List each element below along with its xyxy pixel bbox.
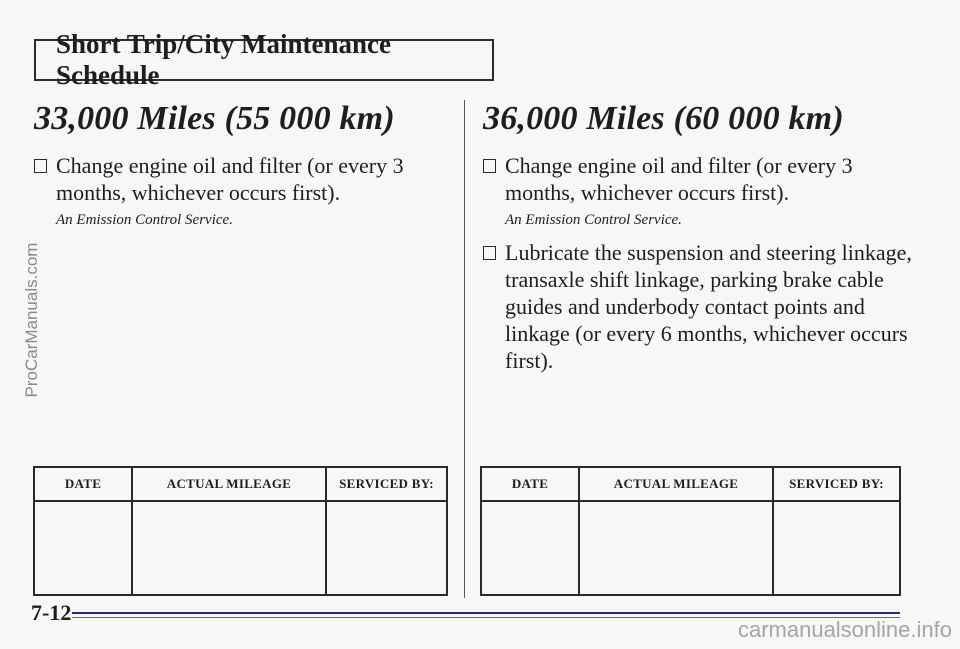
actual-mileage-header: ACTUAL MILEAGE bbox=[579, 467, 773, 501]
footer-rule bbox=[72, 612, 900, 614]
bottom-watermark: carmanualsonline.info bbox=[737, 617, 952, 642]
right-task-2-text: Lubricate the suspension and steering linkage, transaxle shift linkage, parking brake cable guides and underbody contact points and linkage (or every 6 months, whichever occurs first). bbox=[505, 240, 912, 373]
actual-mileage-header: ACTUAL MILEAGE bbox=[132, 467, 326, 501]
left-task-1 bbox=[34, 152, 454, 206]
serviced-by-header: SERVICED BY: bbox=[773, 467, 900, 501]
side-watermark: ProCarManuals.com bbox=[22, 242, 41, 398]
page-number: 7-12 bbox=[31, 600, 72, 625]
right-task-2 bbox=[483, 239, 923, 374]
column-divider bbox=[464, 100, 465, 598]
mileage-cell bbox=[132, 501, 326, 595]
right-task-1 bbox=[483, 152, 923, 206]
date-header: DATE bbox=[34, 467, 132, 501]
right-column bbox=[483, 100, 923, 380]
right-service-record-table bbox=[480, 466, 901, 596]
serviced-by-cell bbox=[326, 501, 447, 595]
checkbox-icon bbox=[34, 159, 47, 173]
right-task-1-text: Change engine oil and filter (or every 3 months, whichever occurs first). bbox=[505, 153, 853, 205]
right-task-1-note: An Emission Control Service. bbox=[505, 212, 682, 228]
checkbox-icon bbox=[483, 246, 496, 260]
section-title-text: Short Trip/City Maintenance Schedule bbox=[56, 29, 391, 90]
left-service-record-table bbox=[33, 466, 448, 596]
right-mileage-heading: 36,000 Miles (60 000 km) bbox=[483, 100, 844, 137]
section-title bbox=[34, 29, 494, 90]
serviced-by-cell bbox=[773, 501, 900, 595]
date-header: DATE bbox=[481, 467, 579, 501]
left-task-1-note: An Emission Control Service. bbox=[56, 212, 233, 228]
date-cell bbox=[481, 501, 579, 595]
left-column bbox=[34, 100, 454, 239]
serviced-by-header: SERVICED BY: bbox=[326, 467, 447, 501]
mileage-cell bbox=[579, 501, 773, 595]
left-task-1-text: Change engine oil and filter (or every 3 months, whichever occurs first). bbox=[56, 153, 404, 205]
date-cell bbox=[34, 501, 132, 595]
left-mileage-heading: 33,000 Miles (55 000 km) bbox=[34, 100, 395, 137]
checkbox-icon bbox=[483, 159, 496, 173]
